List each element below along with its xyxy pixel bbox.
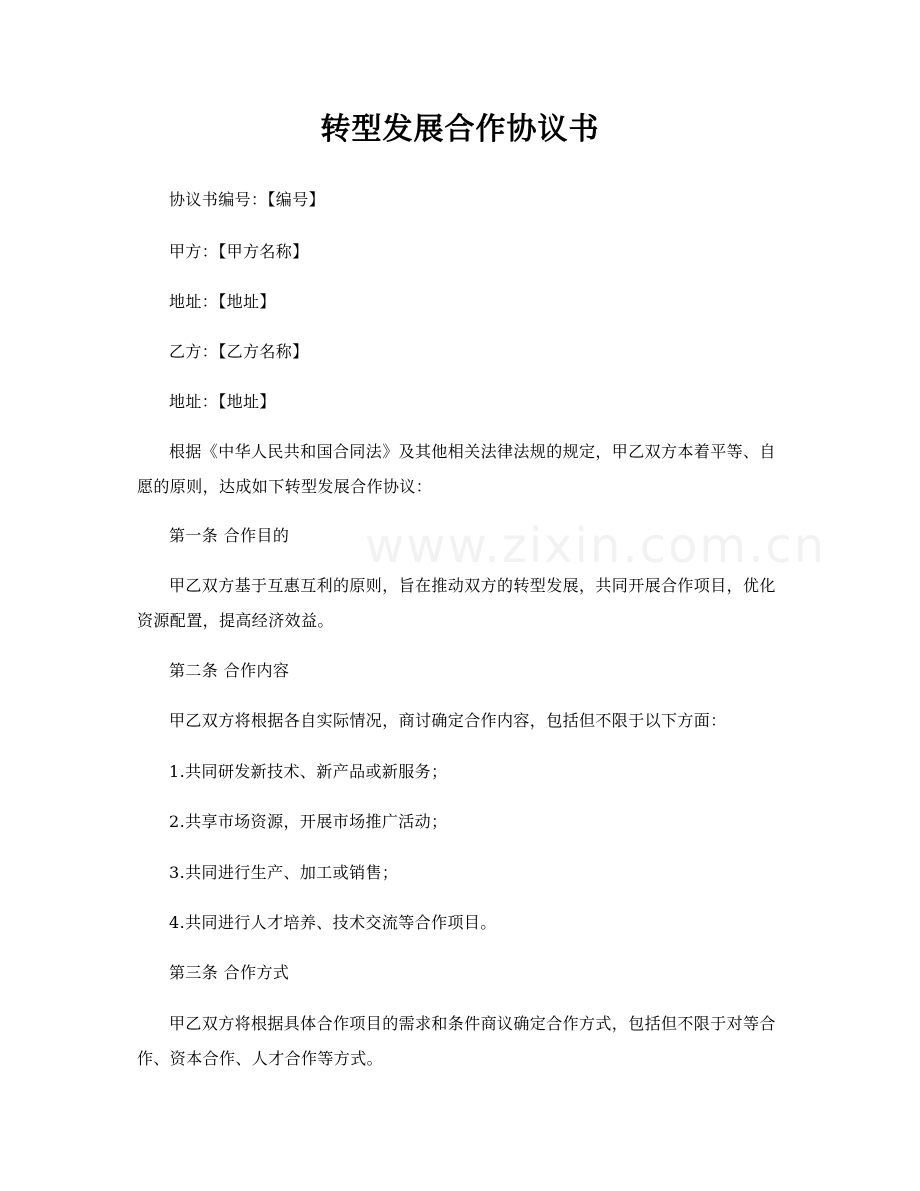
watermark-text: www.zixin.com.cn (365, 518, 827, 574)
article-3-heading: 第三条 合作方式 (169, 963, 290, 982)
list-item: 1.共同研发新技术、新产品或新服务； (169, 762, 448, 781)
list-item: 3.共同进行生产、加工或销售； (169, 863, 399, 882)
list-item: 4.共同进行人才培养、技术交流等合作项目。 (169, 913, 497, 932)
article-1-body: 甲乙双方基于互惠互利的原则，旨在推动双方的转型发展，共同开展合作项目，优化资源配置，提高经济效益。 (137, 576, 776, 630)
article-2-heading: 第二条 合作内容 (169, 661, 290, 680)
document-title: 转型发展合作协议书 (320, 112, 600, 147)
article-3-body: 甲乙双方将根据具体合作项目的需求和条件商议确定合作方式，包括但不限于对等合作、资本合作、人才合作等方式。 (137, 1014, 776, 1068)
article-1-heading: 第一条 合作目的 (169, 526, 290, 545)
party-b-address: 地址：【地址】 (169, 392, 276, 411)
list-item: 2.共享市场资源，开展市场推广活动； (169, 812, 448, 831)
party-b-name: 乙方：【乙方名称】 (169, 342, 309, 361)
party-a-address: 地址：【地址】 (169, 292, 276, 311)
agreement-number: 协议书编号：【编号】 (169, 190, 326, 209)
preamble-paragraph: 根据《中华人民共和国合同法》及其他相关法律法规的规定，甲乙双方本着平等、自愿的原则，达成如下转型发展合作协议： (137, 442, 776, 496)
article-2-body: 甲乙双方将根据各自实际情况，商讨确定合作内容，包括但不限于以下方面： (169, 711, 727, 730)
party-a-name: 甲方：【甲方名称】 (169, 242, 309, 261)
